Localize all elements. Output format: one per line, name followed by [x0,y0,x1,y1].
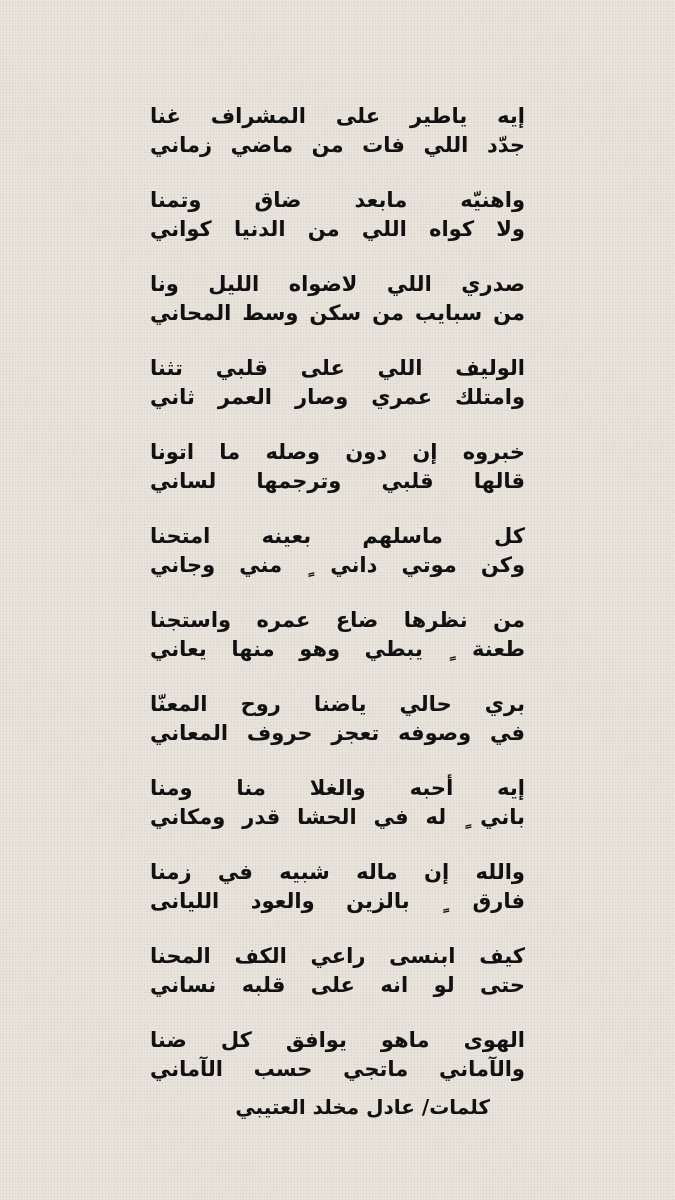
verse-line: الهوى ماهو يوافق كل ضنا [150,1028,525,1052]
stanza [150,270,525,354]
verse-line: بري حالي ياضنا روح المعنّا [150,692,525,716]
poem-body [150,102,525,1110]
verse-line: خبروه إن دون وصله ما اتونا [150,440,525,464]
stanza [150,942,525,1026]
verse-line: كيف ابنسى راعي الكف المحنا [150,944,525,968]
verse-line: من سبايب من سكن وسط المحاني [150,301,525,325]
verse-line: وكن موتي داني ٍ مني وجاني [150,553,525,577]
verse-line: والله إن ماله شبيه في زمنا [150,860,525,884]
stanza [150,354,525,438]
stanza [150,102,525,186]
verse-line: صدري اللي لاضواه الليل ونا [150,272,525,296]
stanza [150,606,525,690]
verse-line: واهنيّه مابعد ضاق وتمنا [150,188,525,212]
verse-line: ولا كواه اللي من الدنيا كواني [150,217,525,241]
stanza [150,438,525,522]
stanza [150,186,525,270]
verse-line: الوليف اللي على قلبي تثنا [150,356,525,380]
stanza [150,690,525,774]
stanza [150,858,525,942]
verse-line: قالها قلبي وترجمها لساني [150,469,525,493]
verse-line: إيه ياطير على المشراف غنا [150,104,525,128]
verse-line: كل ماسلهم بعينه امتحنا [150,524,525,548]
verse-line: والآماني ماتجي حسب الآماني [150,1057,525,1081]
stanza [150,522,525,606]
verse-line: فارق ٍ بالزين والعود الليانى [150,889,525,913]
verse-line: طعنة ٍ يبطي وهو منها يعاني [150,637,525,661]
verse-line: من نظرها ضاع عمره واستجنا [150,608,525,632]
poem-credit: كلمات/ عادل مخلد العتيبي [235,1095,490,1119]
verse-line: وامتلك عمري وصار العمر ثاني [150,385,525,409]
verse-line: باني ٍ له في الحشا قدر ومكاني [150,805,525,829]
verse-line: حتى لو انه على قلبه نساني [150,973,525,997]
verse-line: في وصوفه تعجز حروف المعاني [150,721,525,745]
verse-line: إيه أحبه والغلا منا ومنا [150,776,525,800]
verse-line: جدّد اللي فات من ماضي زماني [150,133,525,157]
stanza [150,774,525,858]
